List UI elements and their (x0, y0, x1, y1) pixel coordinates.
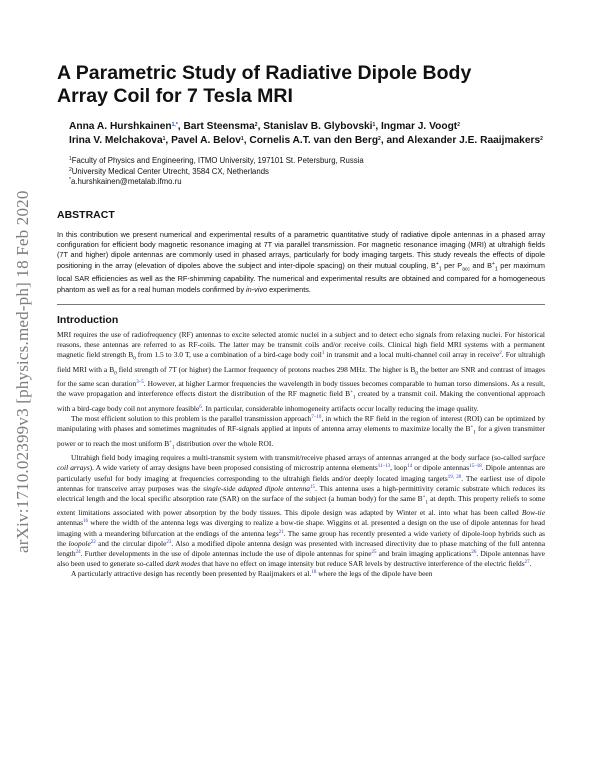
author-affil-mark: 2 (378, 136, 381, 142)
text-run: The most efficient solution to this problem is the parallel transmission approach (71, 414, 312, 424)
citation-link[interactable]: 16 (83, 519, 89, 525)
text-run: . This antenna uses a high-permittivity ceramic substrate which reduces its electrical length and the local specific absorption rate (SAR) on the surface of the subject (a human body) for the same B (57, 483, 545, 503)
text-run: and brain imaging applications (376, 548, 472, 558)
text-run: Bow-tie (521, 508, 545, 518)
abstract-run: and B (469, 260, 493, 270)
corresponding-email (69, 177, 545, 188)
text-run: . Also a modified dipole antenna design was presented with increased directivity due to phase matching of the full antenna length (57, 538, 546, 558)
paper-page (57, 62, 545, 579)
text-run: . In particular, considerable inhomogeneity artifacts occur locally reducing the image quality. (201, 404, 479, 414)
citation-link[interactable]: 24 (75, 549, 81, 555)
section-divider (57, 304, 545, 305)
citation-link[interactable]: 3–5 (136, 380, 144, 386)
abstract-sup: + (435, 260, 439, 267)
text-run: loopole (68, 538, 91, 548)
text-run: at depth. This property reliefs to some extent limitations associated with power absorption by the body tissues. This dipole design was adapted by Winter et al. into what has been called (57, 493, 545, 518)
citation-link[interactable]: 11–13 (377, 464, 391, 470)
citation-link[interactable]: 6 (199, 405, 202, 411)
affil-mark: 2 (69, 166, 72, 173)
introduction-heading: Introduction (57, 314, 119, 327)
author-name: , Pavel A. Belov (165, 135, 241, 146)
text-run: Ultrahigh field body imaging requires a multi-transmit system with transmit/receive phased arrays of antennas arranged at the body surface (so-called (71, 453, 524, 463)
author-name: Irina V. Melchakova (69, 135, 163, 146)
abstract-run: in-vivo (246, 284, 268, 294)
citation-link[interactable]: 7–10 (311, 415, 322, 421)
intro-paragraph-1 (57, 330, 545, 414)
affil-mark: * (69, 177, 71, 184)
author-name: Anna A. Hurshkainen (69, 121, 172, 132)
text-run: , in which the RF field in the region of interest (ROI) can be optimized by manipulating with phases and sometimes magnitudes of RF-signals applied at inputs of antenna array elements to maximize locally the B (57, 414, 545, 434)
text-run: in transmit and a local multi-channel coil array in receive (324, 350, 500, 360)
citation-link[interactable]: 19, 20 (447, 474, 462, 480)
text-run: for a given transmitter power or to reach the most uniform B (57, 424, 545, 448)
text-run: 1 (473, 430, 476, 436)
text-run: 0 (415, 371, 418, 377)
text-run: . The earliest use of dipole antennas for transceive array purposes was the (57, 473, 545, 493)
author-name: , Cornelis A.T. van den Berg (243, 135, 379, 146)
text-run: . For ultrahigh field MRI with a B (57, 350, 546, 374)
citation-link[interactable]: 14 (407, 464, 413, 470)
text-run: + (422, 494, 426, 500)
text-run: ). A wide variety of array designs have been proposed consisting of microstrip antenna elements (89, 463, 378, 473)
text-run: and the circular dipole (95, 538, 167, 548)
citation-link[interactable]: 1 (321, 351, 325, 357)
affiliation-1 (69, 156, 545, 167)
text-run: . Dipole antennas have also been used to generate so-called (57, 548, 545, 568)
arxiv-identifier: arXiv:1710.02399v3 [physics.med-ph] 18 Feb 2020 (13, 190, 32, 553)
citation-link[interactable]: 26 (471, 549, 477, 555)
citation-link[interactable]: 22 (90, 539, 96, 545)
text-run: 1 (352, 395, 356, 401)
citation-link[interactable]: 25 (371, 549, 377, 555)
text-run: 0 (114, 371, 117, 377)
author-affil-mark: 1 (240, 136, 244, 142)
text-run: where the legs of the dipole have been (316, 568, 433, 578)
author-affil-mark: 2 (254, 122, 258, 128)
email-link[interactable]: a.hurshkainen@metalab.ifmo.ru (70, 177, 182, 187)
abstract-sub: 1 (494, 266, 498, 273)
text-run: created by a transmit coil. Making the conventional approach with a bird-cage body coil not anymore feasible (57, 389, 545, 414)
citation-link[interactable]: 27 (524, 559, 530, 565)
title-line-1: A Parametric Study of Radiative Dipole Body (57, 62, 472, 84)
title-line-2: Array Coil for 7 Tesla MRI (57, 85, 293, 107)
abstract-sub: 1 (438, 266, 442, 273)
text-run: single-side adapted dipole antenna (203, 483, 311, 493)
text-run: . Dipole antennas are particularly useful for body imaging at frequencies corresponding to the ultrahigh fields and/or deeply located imaging targets (57, 463, 546, 483)
introduction-body (57, 330, 545, 579)
text-run: dark modes (165, 558, 201, 568)
author-affil-mark: 2 (457, 122, 460, 128)
text-run: that have no effect on image intensity but reduce SAR levels by destructive interference of the electric fields (200, 558, 525, 568)
citation-link[interactable]: 15–18 (469, 464, 482, 470)
author-affil-mark: 2 (540, 136, 543, 142)
text-run: the better are SNR and contrast of images for the same scan duration (57, 364, 546, 389)
text-run: 0 (133, 356, 136, 362)
affil-text: Faculty of Physics and Engineering, ITMO University, 197101 St. Petersburg, Russia (71, 156, 364, 165)
text-run: MRI requires the use of radiofrequency (RF) antennas to excite selected atomic nuclei in a subject and to detect echo signals from relaxing nuclei. For historical reasons, these antennas are referred to as RF-coils. The latter may be transmit coils and/or receive coils. Clinical high field MRI systems with a permanent magnetic field strength B (57, 330, 545, 360)
citation-link[interactable]: 21 (278, 529, 284, 535)
affiliations (57, 156, 545, 188)
text-run: or dipole antennas (412, 463, 470, 473)
intro-paragraph-2 (57, 414, 545, 453)
text-run: field strength of 7T (or higher) the Larmor frequency of protons reaches 298 MHz. The higher is B (116, 364, 416, 374)
abstract-run: per maximum local SAR efficiencies as well as the RF-shimming capability. The numerical and experimental results are obtained and compared for a homogeneous phantom as well as for a real human models confirmed by (57, 260, 546, 294)
text-run: . The same group has recently presented a wide variety of dipole-loop hybrids such as the (57, 528, 545, 548)
text-run: where the width of the antenna legs was diverging to realize a bow-tie shape. Wiggins et al. presented a design on the use of dipole antennas for head imaging with a meandering bifurcation at the endings of the antenna legs (57, 518, 545, 538)
text-run: 1 (171, 445, 175, 451)
text-run: distribution over the whole ROI. (174, 438, 274, 448)
text-run: . (529, 558, 532, 568)
abstract-run: per P (441, 260, 463, 270)
abstract-sub: acc (462, 266, 470, 273)
citation-link[interactable]: 2 (499, 351, 502, 357)
citation-link[interactable]: 18 (311, 569, 317, 575)
affil-text: University Medical Center Utrecht, 3584 CX, Netherlands (71, 166, 269, 176)
author-name: , and Alexander J.E. Raaijmakers (380, 135, 541, 146)
author-affil-mark[interactable]: 1,* (171, 122, 178, 128)
citation-link[interactable]: 15 (310, 484, 316, 490)
author-affil-mark: 1 (372, 122, 376, 128)
author-list (57, 120, 545, 148)
citation-link[interactable]: 23 (166, 539, 172, 545)
author-name: , Stanislav B. Glybovski (257, 121, 373, 132)
affil-mark: 1 (69, 156, 72, 162)
text-run: + (350, 390, 353, 396)
text-run: antennas (57, 518, 84, 528)
text-run: . However, at higher Larmor frequencies the wavelength in body tissues becomes comparable to human torso dimensions. As a result, the wave propagation and interference effects distort the distribution of the RF magnetic field B (57, 379, 545, 399)
abstract-text (57, 230, 545, 295)
abstract-sup: + (492, 260, 495, 267)
text-run: , loop (390, 463, 408, 473)
text-run: from 1.5 to 3.0 T, use a combination of a bird-cage body coil (135, 350, 322, 360)
affiliation-2 (69, 167, 545, 178)
text-run: surface coil arrays (57, 453, 545, 473)
intro-paragraph-3 (57, 453, 545, 569)
text-run: 1 (425, 500, 428, 506)
text-run: . Further developments in the use of dipole antennas include the use of dipole antennas for spine (80, 548, 372, 558)
abstract-run: In this contribution we present numerical and experimental results of a parametric quantitative study of radiative dipole antennas in a phased array configuration for efficient body magnetic resonance imaging at 7T via parallel transmission. For magnetic resonance imaging (MRI) at ultrahigh fields (7T and higher) dipole antennas are commonly used in phased arrays, particularly for body imaging targets. This study reveals the effects of dipole positioning in the array (elevation of dipoles above the subject and inter-dipole spacing) on their mutual coupling, B (57, 229, 545, 270)
author-affil-mark: 1 (162, 136, 166, 142)
text-run: + (169, 439, 172, 445)
text-run: + (470, 425, 474, 431)
text-run: A particularly attractive design has recently been presented by Raaijmakers et al. (71, 568, 312, 578)
abstract-run: experiments. (267, 284, 311, 294)
abstract-heading: ABSTRACT (57, 208, 115, 221)
author-name: , Ingmar J. Voogt (375, 121, 458, 132)
author-name: , Bart Steensma (177, 121, 255, 132)
paper-title (57, 62, 545, 108)
intro-paragraph-4 (57, 569, 545, 579)
